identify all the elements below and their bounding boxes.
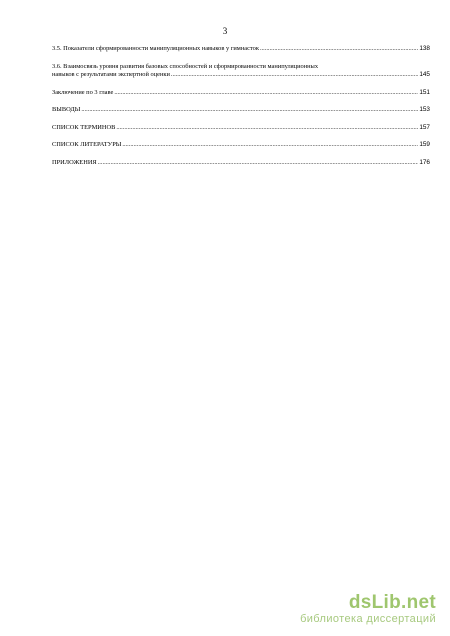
watermark-subtitle: библиотека диссертаций [300, 613, 436, 625]
toc-entry-page: 151 [419, 88, 430, 96]
toc-entry-title: СПИСОК ЛИТЕРАТУРЫ [52, 141, 122, 148]
toc-entry-page: 138 [419, 45, 430, 52]
toc-entry-title: ВЫВОДЫ [52, 106, 81, 113]
dot-leader [260, 45, 418, 53]
toc-entry-title: 3.6. Взаимосвязь уровня развития базовых способностей и сформированности манипуляционных [52, 62, 319, 70]
toc-entry-page: 157 [419, 123, 430, 131]
toc-entry [52, 141, 430, 149]
toc-entry [52, 45, 430, 53]
dot-leader [171, 71, 418, 79]
toc-entry-page: 153 [419, 106, 430, 113]
page-number: 3 [222, 26, 228, 36]
toc-entry [52, 159, 430, 167]
toc-entry-page: 176 [419, 158, 430, 166]
watermark [300, 593, 436, 626]
toc-entry-title: ПРИЛОЖЕНИЯ [52, 158, 97, 166]
table-of-contents [52, 45, 430, 176]
toc-entry-title: 3.5. Показатели сформированности манипуляционных навыков у гимнасток [52, 45, 259, 52]
toc-entry-page: 159 [419, 141, 430, 148]
watermark-logo: dsLib.net [348, 592, 436, 613]
toc-entry [52, 124, 430, 132]
toc-entry [52, 106, 430, 114]
toc-entry-page: 145 [419, 71, 430, 78]
toc-entry-title-continued: навыков с результатами экспертной оценки [52, 71, 170, 78]
toc-entry [52, 63, 430, 80]
toc-entry-title: Заключение по 3 главе [52, 88, 114, 96]
toc-entry [52, 89, 430, 97]
dot-leader [122, 141, 418, 149]
dot-leader [81, 106, 418, 114]
toc-entry-title: СПИСОК ТЕРМИНОВ [52, 123, 116, 131]
dot-leader [98, 159, 419, 167]
dot-leader [116, 124, 418, 132]
dot-leader [114, 89, 418, 97]
